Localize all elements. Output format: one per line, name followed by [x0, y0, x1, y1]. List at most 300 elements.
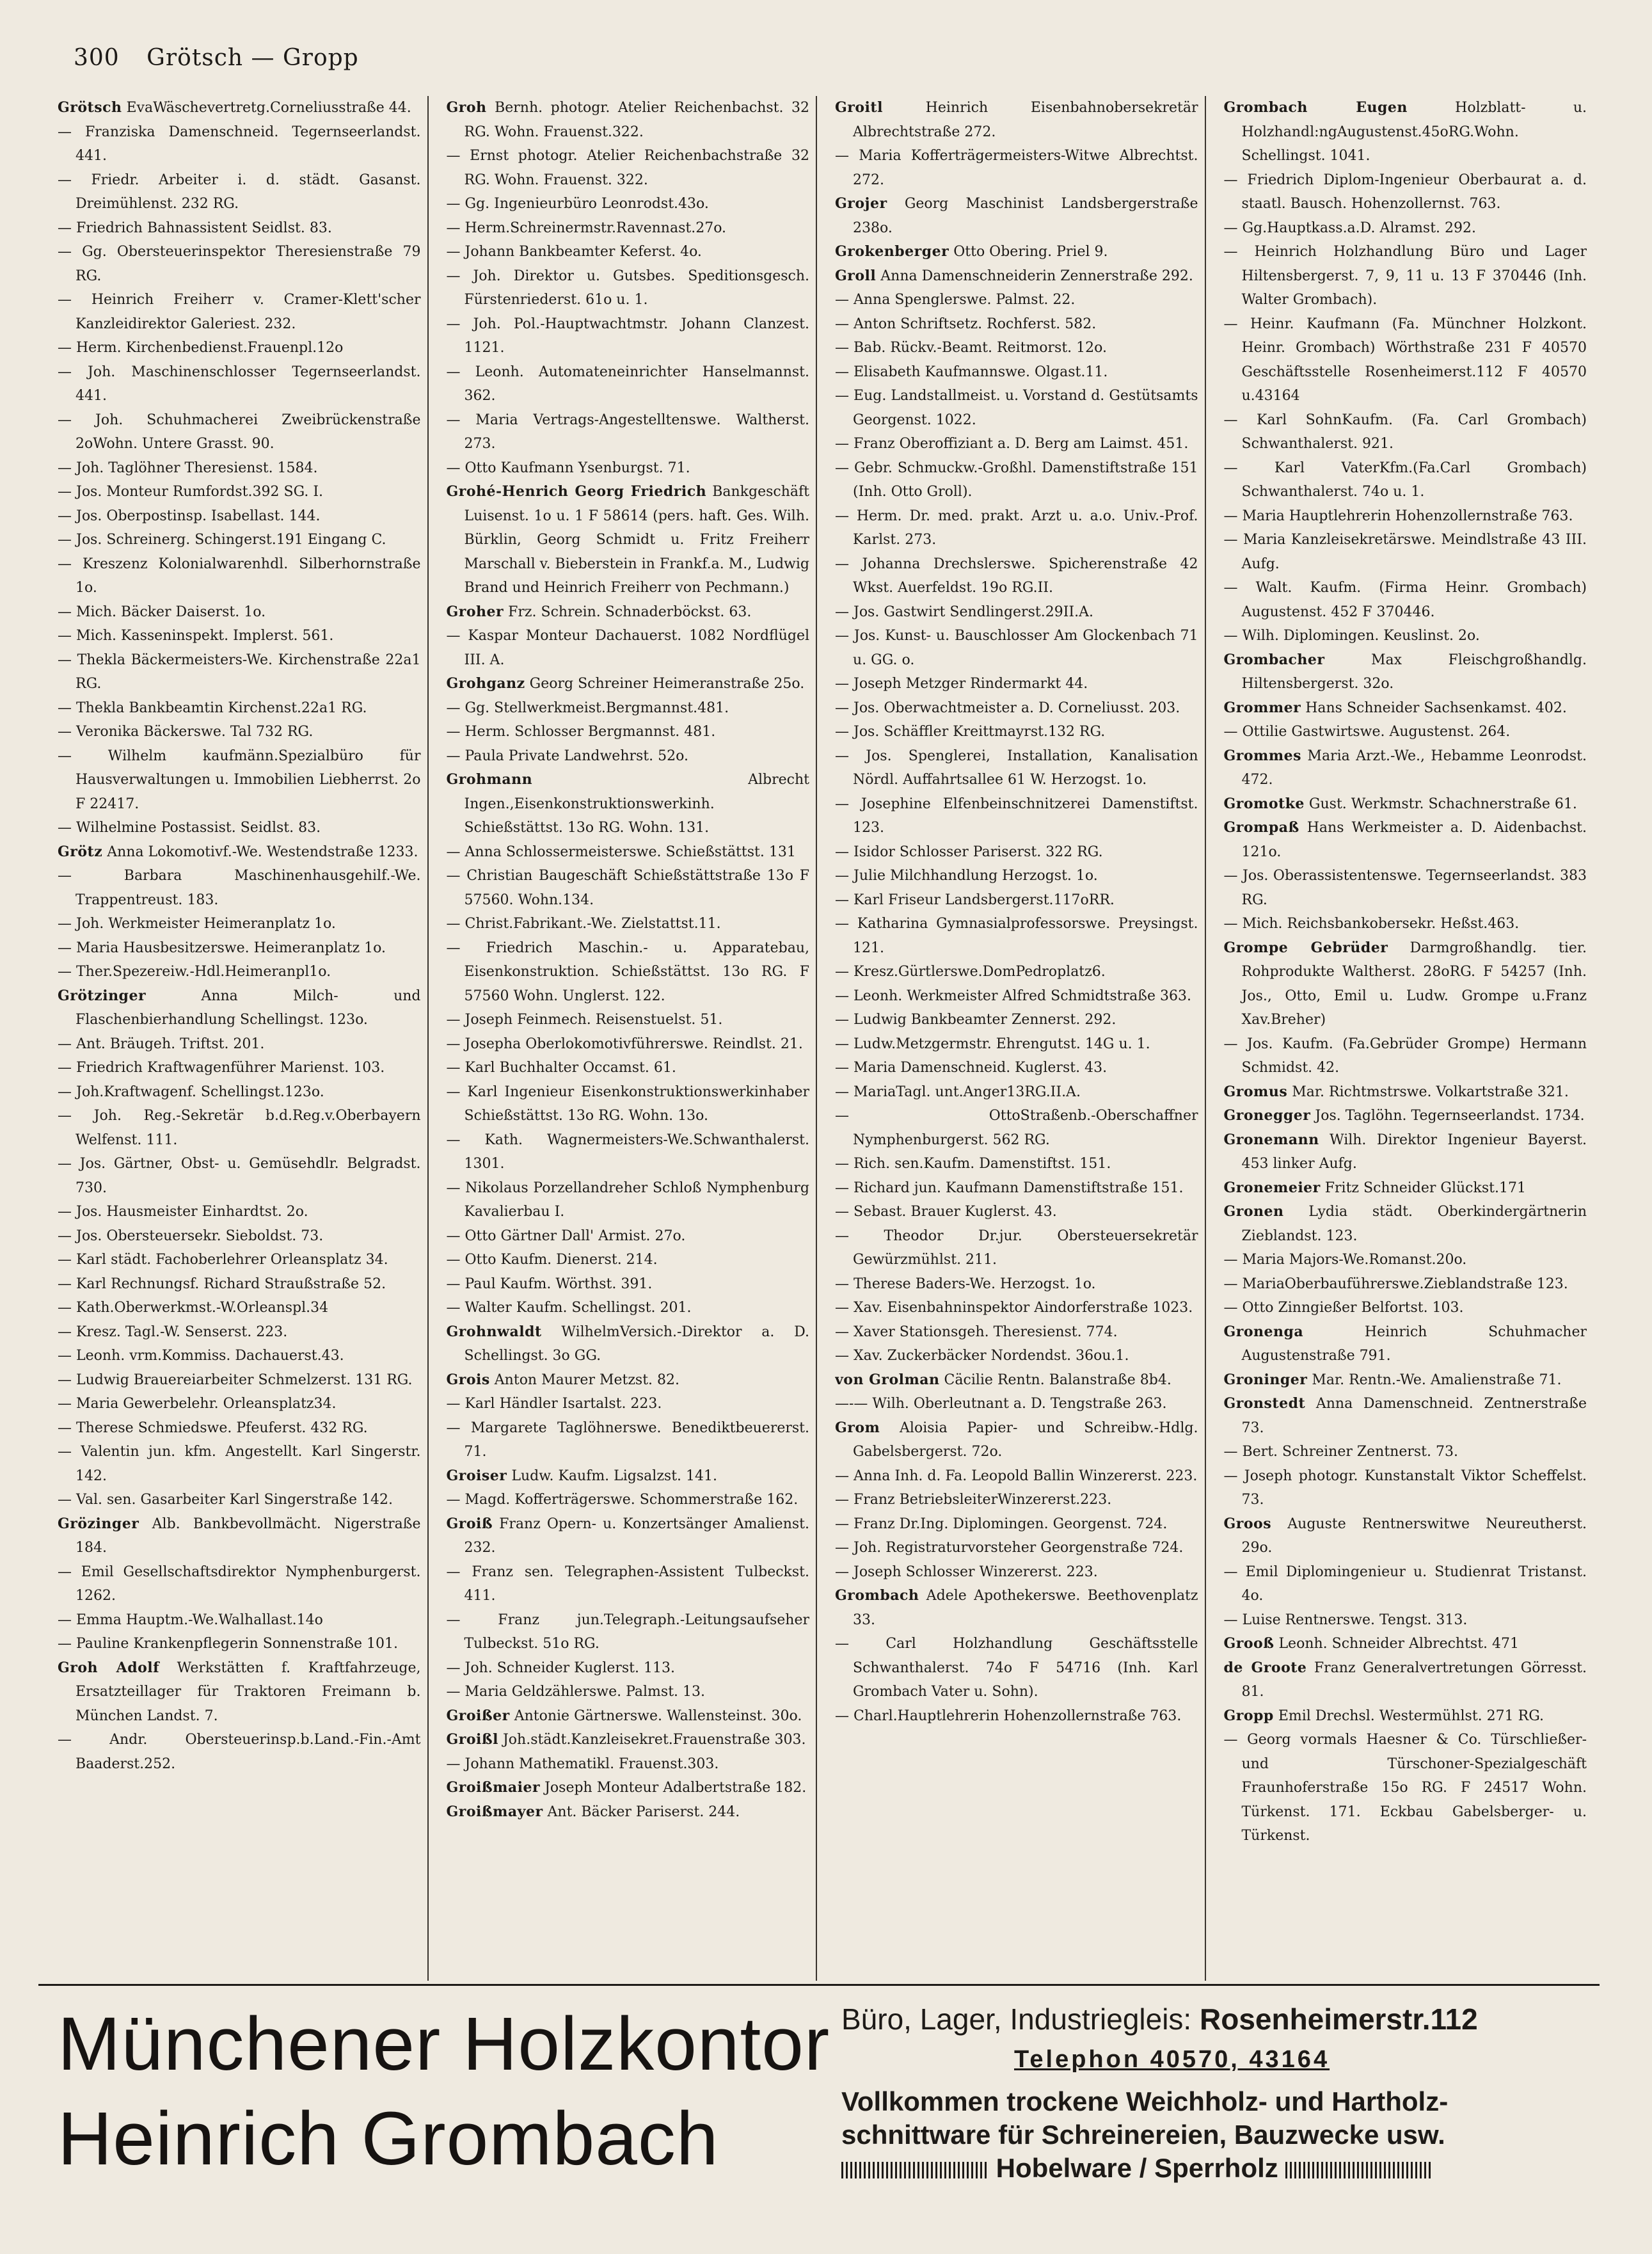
directory-entry: [447, 720, 810, 744]
directory-entry: [1224, 1272, 1587, 1297]
entry-text: — Therese Baders-We. Herzogst. 1o.: [835, 1275, 1096, 1292]
directory-entry: [447, 1512, 810, 1560]
entry-text: — Karl Händler Isartalst. 223.: [446, 1396, 662, 1412]
directory-entry: [835, 1080, 1198, 1105]
directory-entry: [835, 240, 1198, 264]
entry-text: — Kresz. Tagl.-W. Senserst. 223.: [58, 1323, 288, 1340]
entry-text: — Gg.Hauptkass.a.D. Alramst. 292.: [1223, 220, 1477, 236]
directory-entry: [835, 1560, 1198, 1585]
entry-text: — Bab. Rückv.-Beamt. Reitmorst. 12o.: [835, 340, 1108, 356]
entry-text: — Josepha Oberlokomotivführerswe. Reindlst. 21.: [446, 1035, 803, 1052]
entry-text: — Jos. Hausmeister Einhardtst. 2o.: [58, 1204, 308, 1220]
entry-text: — Jos. Spenglerei, Installation, Kanalisation Nördl. Auffahrtsallee 61 W. Herzogst. 1o.: [835, 747, 1198, 788]
directory-entry: [1224, 624, 1587, 648]
entry-text: Otto Obering. Priel 9.: [949, 244, 1108, 260]
entry-text: — Kaspar Monteur Dachauerst. 1082 Nordflügel III. A.: [446, 628, 809, 668]
directory-entry: [58, 1296, 421, 1320]
directory-entry: [835, 888, 1198, 913]
entry-text: — Jos. Schreinerg. Schingerst.191 Eingang C.: [58, 532, 386, 548]
entry-text: — Ottilie Gastwirtswe. Augustenst. 264.: [1223, 724, 1511, 740]
entry-text: — Joseph photogr. Kunstanstalt Viktor Scheffelst. 73.: [1223, 1467, 1587, 1508]
entry-text: — Magd. Kofferträgerswe. Schommerstraße 162.: [446, 1492, 798, 1508]
directory-entry: [1224, 792, 1587, 817]
entry-text: — Heinr. Kaufmann (Fa. Münchner Holzkont. Heinr. Grombach) Wörthstraße 231 F 40570 Geschäftsstelle Rosenheimerst.112 F 40570 u.43164: [1223, 316, 1587, 404]
entry-text: — Otto Kaufm. Dienerst. 214.: [446, 1252, 658, 1268]
decorative-bars-left: [841, 2162, 989, 2178]
entry-text: — Leonh. Automateneinrichter Hanselmannst. 362.: [446, 364, 809, 404]
directory-entry: [835, 192, 1198, 240]
entry-text: — Maria Vertrags-Angestelltenswe. Waltherst. 273.: [446, 412, 809, 452]
entry-surname: Grombach Eugen: [1223, 99, 1408, 116]
entry-text: Georg Maschinist Landsbergerstraße 238o.: [853, 196, 1198, 236]
directory-entry: [58, 336, 421, 360]
entry-text: — Gebr. Schmuckw.-Großhl. Damenstiftstraße 151 (Inh. Otto Groll).: [835, 460, 1198, 500]
entry-text: Maria Arzt.-We., Hebamme Leonrodst. 472.: [1241, 747, 1587, 788]
directory-entry: [58, 624, 421, 648]
directory-entry: [835, 792, 1198, 840]
directory-entry: [58, 1320, 421, 1345]
entry-text: — Anton Schriftsetz. Rochferst. 582.: [835, 316, 1097, 332]
entry-text: Emil Drechsl. Westermühlst. 271 RG.: [1273, 1707, 1544, 1724]
directory-entry: [1224, 744, 1587, 792]
entry-surname: Grötz: [58, 843, 103, 860]
directory-entry: [58, 360, 421, 408]
entry-surname: Grombacher: [1223, 651, 1325, 668]
entry-text: — Karl Ingenieur Eisenkonstruktionswerkinhaber Schießstättst. 13o RG. Wohn. 13o.: [446, 1083, 809, 1124]
entry-text: — Andr. Obersteuerinsp.b.Land.-Fin.-Amt Baaderst.252.: [58, 1732, 421, 1772]
directory-entry: [447, 1176, 810, 1224]
directory-entry: [1224, 1128, 1587, 1176]
directory-entry: [447, 1560, 810, 1608]
entry-text: Mar. Rentn.-We. Amalienstraße 71.: [1307, 1371, 1562, 1388]
entry-text: — Emma Hauptm.-We.Walhallast.14o: [58, 1611, 323, 1628]
directory-entry: [835, 1536, 1198, 1560]
ad-details: [841, 1997, 1596, 2185]
entry-text: — Walt. Kaufm. (Firma Heinr. Grombach) Augustenst. 452 F 370446.: [1223, 580, 1587, 620]
ad-description-line2: schnittware für Schreinereien, Bauzwecke usw.: [841, 2120, 1445, 2150]
directory-entry: [1224, 696, 1587, 721]
entry-text: — Thekla Bankbeamtin Kirchenst.22a1 RG.: [58, 699, 367, 716]
directory-entry: [58, 1248, 421, 1272]
entry-text: — Theodor Dr.jur. Obersteuersekretär Gewürzmühlst. 211.: [835, 1227, 1198, 1268]
directory-entry: [835, 1104, 1198, 1152]
entry-text: — Anna Schlossermeisterswe. Schießstättst. 131: [446, 843, 796, 860]
directory-entry: [58, 1200, 421, 1224]
directory-entry: [835, 288, 1198, 312]
entry-text: — Therese Schmiedswe. Pfeuferst. 432 RG.: [58, 1419, 368, 1436]
entry-surname: Grompaß: [1223, 819, 1299, 836]
entry-text: — Barbara Maschinenhausgehilf.-We. Trappentreust. 183.: [58, 868, 421, 908]
entry-text: — Mich. Kasseninspekt. Implerst. 561.: [58, 628, 334, 644]
entry-surname: Groißmayer: [446, 1803, 543, 1820]
directory-entry: [58, 1608, 421, 1633]
directory-entry: [835, 960, 1198, 984]
entry-text: Werkstätten f. Kraftfahrzeuge, Ersatzteillager für Traktoren Freimann b. München Landst. 7.: [75, 1659, 421, 1724]
directory-entry: [835, 264, 1198, 289]
entry-surname: Grohmann: [446, 771, 533, 788]
page-header: [74, 45, 359, 71]
directory-entry: [58, 1632, 421, 1656]
entry-text: — Pauline Krankenpflegerin Sonnenstraße 101.: [58, 1636, 398, 1652]
entry-text: EvaWäschevertretg.Corneliusstraße 44.: [122, 100, 411, 116]
entry-surname: Groh: [446, 99, 487, 116]
directory-entry: [447, 96, 810, 144]
entry-text: — Karl städt. Fachoberlehrer Orleansplatz 34.: [58, 1252, 388, 1268]
column-1: [58, 96, 429, 1981]
entry-text: — Valentin jun. kfm. Angestellt. Karl Singerstr. 142.: [58, 1444, 421, 1484]
entry-text: Anna Damenschneid. Zentnerstraße 73.: [1241, 1396, 1587, 1436]
directory-entry: [58, 552, 421, 600]
directory-entry: [1224, 528, 1587, 576]
entry-text: Hans Schneider Sachsenkamst. 402.: [1301, 699, 1567, 716]
entry-text: — Karl Friseur Landsbergerst.117oRR.: [835, 891, 1115, 908]
directory-entry: [447, 1416, 810, 1464]
entry-text: — Friedrich Maschin.- u. Apparatebau, Eisenkonstruktion. Schießstättst. 13o RG. F 57560 Wohn. Unglerst. 122.: [446, 939, 809, 1004]
entry-text: — Leonh. Werkmeister Alfred Schmidtstraße 363.: [835, 987, 1191, 1004]
entry-text: — Heinrich Freiherr v. Cramer-Klett'scher Kanzleidirektor Galeriest. 232.: [58, 292, 421, 332]
ad-description-line3: [841, 2152, 1596, 2185]
entry-text: — Gg. Obersteuerinspektor Theresienstraße 79 RG.: [58, 244, 421, 284]
directory-entry: [447, 1224, 810, 1249]
entry-text: — Xav. Eisenbahninspektor Aindorferstraße 1023.: [835, 1300, 1193, 1316]
directory-entry: [835, 1320, 1198, 1345]
entry-text: — Joh. Reg.-Sekretär b.d.Reg.v.Oberbayern Welfenst. 111.: [58, 1108, 421, 1148]
directory-entry: [58, 1344, 421, 1368]
entry-surname: Gronstedt: [1223, 1395, 1306, 1412]
entry-text: — Georg vormals Haesner & Co. Türschließer- und Türschoner-Spezialgeschäft Fraunhoferstraße 15o RG. F 24517 Wohn. Türkenst. 171. Eckbau Gabelsberger- u. Türkenst.: [1223, 1732, 1587, 1844]
directory-entry: [835, 504, 1198, 552]
entry-text: Auguste Rentnerswitwe Neureutherst. 29o.: [1241, 1515, 1587, 1556]
entry-text: Lydia städt. Oberkindergärtnerin Zieblandst. 123.: [1241, 1204, 1587, 1244]
entry-text: Anna Milch- und Flaschenbierhandlung Schellingst. 123o.: [75, 987, 421, 1028]
entry-surname: Grooß: [1223, 1635, 1275, 1652]
directory-entry: [447, 1728, 810, 1752]
entry-text: — Joseph Schlosser Winzererst. 223.: [835, 1563, 1098, 1580]
entry-surname: Gronegger: [1223, 1107, 1311, 1124]
directory-entry: [58, 960, 421, 984]
directory-entry: [1224, 1248, 1587, 1272]
entry-text: — Gg. Stellwerkmeist.Bergmannst.481.: [446, 699, 729, 716]
entry-surname: Grözinger: [58, 1515, 139, 1532]
directory-entry: [447, 1704, 810, 1729]
directory-entry: [835, 1632, 1198, 1704]
directory-entry: [58, 120, 421, 168]
entry-text: — Otto Zinngießer Belfortst. 103.: [1223, 1300, 1464, 1316]
entry-text: Anna Lokomotivf.-We. Westendstraße 1233.: [102, 843, 418, 860]
entry-text: — Karl Rechnungsf. Richard Straußstraße 52.: [58, 1275, 386, 1292]
entry-text: — Johanna Drechslerswe. Spicherenstraße 42 Wkst. Auerfeldst. 19o RG.II.: [835, 556, 1198, 596]
entry-surname: Groitl: [835, 99, 883, 116]
directory-entry: [1224, 936, 1587, 1032]
directory-entry: [1224, 240, 1587, 312]
entry-surname: Grötzinger: [58, 987, 147, 1004]
entry-text: — Ant. Bräugeh. Triftst. 201.: [58, 1035, 265, 1052]
directory-entry: [58, 480, 421, 504]
advertisement-divider: [38, 1984, 1600, 1986]
directory-entry: [447, 1320, 810, 1368]
directory-entry: [447, 1488, 810, 1512]
entry-surname: Groißmaier: [446, 1779, 541, 1796]
directory-entry: [58, 864, 421, 912]
directory-entry: [58, 1488, 421, 1512]
directory-entry: [835, 696, 1198, 721]
entry-text: — Joh. Pol.-Hauptwachtmstr. Johann Clanzest. 1121.: [446, 316, 809, 356]
directory-entry: [1224, 1296, 1587, 1320]
entry-text: — Eug. Landstallmeist. u. Vorstand d. Gestütsamts Georgenst. 1022.: [835, 388, 1198, 428]
directory-entry: [835, 1344, 1198, 1368]
directory-entry: [835, 840, 1198, 865]
page-range: Grötsch — Gropp: [147, 45, 359, 71]
ad-address-label: Büro, Lager, Industriegleis:: [841, 2002, 1200, 2036]
directory-entry: [835, 1008, 1198, 1032]
directory-entry: [58, 1272, 421, 1297]
entry-text: — Karl SohnKaufm. (Fa. Carl Grombach) Schwanthalerst. 921.: [1223, 412, 1587, 452]
directory-entry: [447, 1680, 810, 1704]
entry-text: — Kreszenz Kolonialwarenhdl. Silberhornstraße 1o.: [58, 556, 421, 596]
directory-entry: [1224, 96, 1587, 168]
directory-entry: [1224, 1176, 1587, 1201]
entry-text: — Walter Kaufm. Schellingst. 201.: [446, 1300, 692, 1316]
directory-entry: [447, 1656, 810, 1681]
entry-text: — Franz Oberoffiziant a. D. Berg am Laimst. 451.: [835, 436, 1189, 452]
directory-entry: [835, 1176, 1198, 1201]
entry-text: — Mich. Bäcker Daiserst. 1o.: [58, 603, 266, 620]
directory-entry: [447, 1056, 810, 1080]
directory-entry: [58, 1728, 421, 1776]
ad-address-street: Rosenheimerstr.112: [1200, 2002, 1478, 2036]
entry-surname: Groher: [446, 603, 504, 620]
entry-surname: Groißl: [446, 1731, 498, 1748]
entry-text: — Franz Dr.Ing. Diplomingen. Georgenst. 724.: [835, 1515, 1168, 1532]
directory-entry: [58, 816, 421, 840]
directory-entry: [58, 696, 421, 721]
entry-surname: Grompe Gebrüder: [1223, 939, 1388, 956]
directory-entry: [835, 1704, 1198, 1729]
entry-text: Joseph Monteur Adalbertstraße 182.: [540, 1780, 807, 1796]
entry-text: Mar. Richtmstrswe. Volkartstraße 321.: [1287, 1083, 1569, 1100]
directory-entry: [1224, 816, 1587, 864]
entry-text: Albrecht Ingen.,Eisenkonstruktionswerkinh. Schießstättst. 13o RG. Wohn. 131.: [464, 772, 809, 836]
directory-entry: [58, 1368, 421, 1393]
entry-text: — Paula Private Landwehrst. 52o.: [446, 747, 688, 764]
entry-text: — Wilh. Diplomingen. Keuslinst. 2o.: [1223, 628, 1480, 644]
entry-text: — Jos. Gärtner, Obst- u. Gemüsehdlr. Belgradst. 730.: [58, 1156, 421, 1196]
directory-entry: [447, 1272, 810, 1297]
directory-entry: [447, 1248, 810, 1272]
entry-surname: de Groote: [1223, 1659, 1307, 1676]
entry-text: Bernh. photogr. Atelier Reichenbachst. 32 RG. Wohn. Frauenst.322.: [464, 100, 809, 140]
entry-text: — Maria Gewerbelehr. Orleansplatz34.: [58, 1396, 337, 1412]
directory-entry: [1224, 168, 1587, 216]
entry-text: — Jos. Monteur Rumfordst.392 SG. I.: [58, 484, 324, 500]
entry-text: — Ther.Spezereiw.-Hdl.Heimeranpl1o.: [58, 964, 331, 980]
entry-text: Antonie Gärtnerswe. Wallensteinst. 30o.: [509, 1707, 802, 1724]
directory-entry: [835, 312, 1198, 337]
directory-entry: [447, 864, 810, 912]
entry-surname: Gromotke: [1223, 795, 1305, 812]
directory-entry: [1224, 408, 1587, 456]
directory-entry: [447, 936, 810, 1009]
directory-entry: [835, 96, 1198, 144]
directory-entry: [1224, 720, 1587, 744]
entry-text: — Charl.Hauptlehrerin Hohenzollernstraße 763.: [835, 1707, 1182, 1724]
entry-text: — Christian Baugeschäft Schießstättstraße 13o F 57560. Wohn.134.: [446, 868, 809, 908]
entry-text: — Ludwig Brauereiarbeiter Schmelzerst. 131 RG.: [58, 1371, 413, 1388]
entry-text: — Maria Hausbesitzerswe. Heimeranplatz 1o.: [58, 939, 386, 956]
entry-text: Fritz Schneider Glückst.171: [1320, 1179, 1526, 1196]
directory-entry: [835, 1152, 1198, 1176]
entry-text: — Jos. Oberpostinsp. Isabellast. 144.: [58, 508, 321, 524]
ad-company-line1: Münchener Holzkontor: [58, 2002, 830, 2086]
ad-description: [841, 2085, 1596, 2185]
directory-entry: [58, 216, 421, 241]
directory-entry: [835, 624, 1198, 672]
directory-entry: [1224, 1560, 1587, 1608]
entry-text: — Wilhelmine Postassist. Seidlst. 83.: [58, 820, 321, 836]
entry-text: — Leonh. vrm.Kommiss. Dachauerst.43.: [58, 1348, 344, 1364]
directory-entry: [58, 840, 421, 865]
directory-entry: [835, 984, 1198, 1009]
entry-surname: Grombach: [835, 1587, 919, 1604]
entry-text: — Franziska Damenschneid. Tegernseerlandst. 441.: [58, 124, 421, 164]
directory-entry: [447, 480, 810, 600]
directory-entry: [447, 672, 810, 696]
directory-entry: [1224, 1632, 1587, 1656]
entry-text: Anton Maurer Metzst. 82.: [489, 1371, 680, 1388]
directory-entry: [58, 912, 421, 936]
entry-text: — Otto Gärtner Dall' Armist. 27o.: [446, 1227, 686, 1244]
directory-entry: [835, 1272, 1198, 1297]
entry-text: — Jos. Schäffler Kreittmayrst.132 RG.: [835, 724, 1106, 740]
directory-entry: [835, 1056, 1198, 1080]
directory-entry: [447, 912, 810, 936]
entry-text: Bankgeschäft Luisenst. 1o u. 1 F 58614 (pers. haft. Ges. Wilh. Bürklin, Georg Schmidt u. Fritz Freiherr Marschall v. Bieberstein in Frankf.a. M., Ludwig Brand und Heinrich Freiherr von Pechmann.): [464, 484, 809, 596]
entry-surname: Gromus: [1223, 1083, 1288, 1100]
entry-text: Ludw. Kaufm. Ligsalzst. 141.: [507, 1467, 718, 1484]
entry-text: — Herm.Schreinermstr.Ravennast.27o.: [446, 220, 727, 236]
directory-entry: [1224, 1440, 1587, 1464]
entry-text: Ant. Bäcker Pariserst. 244.: [543, 1803, 740, 1820]
directory-entry: [835, 336, 1198, 360]
directory-entry: [835, 144, 1198, 192]
directory-entry: [58, 600, 421, 625]
directory-entry: [58, 96, 421, 120]
directory-entry: [835, 1584, 1198, 1632]
entry-text: — Joh. Schneider Kuglerst. 113.: [446, 1659, 675, 1676]
directory-entry: [447, 744, 810, 769]
directory-entry: [835, 432, 1198, 456]
entry-text: Jos. Taglöhn. Tegernseerlandst. 1734.: [1310, 1108, 1585, 1124]
entry-text: Gust. Werkmstr. Schachnerstraße 61.: [1304, 795, 1577, 812]
entry-text: — Jos. Kunst- u. Bauschlosser Am Glockenbach 71 u. GG. o.: [835, 628, 1198, 668]
entry-text: — Jos. Gastwirt Sendlingerst.29II.A.: [835, 603, 1093, 620]
entry-text: — Julie Milchhandlung Herzogst. 1o.: [835, 868, 1098, 884]
directory-entry: [835, 864, 1198, 888]
entry-text: Hans Werkmeister a. D. Aidenbachst. 121o.: [1241, 820, 1587, 860]
directory-entry: [58, 456, 421, 481]
entry-text: Wilh. Direktor Ingenieur Bayerst. 453 linker Aufg.: [1241, 1131, 1587, 1172]
entry-text: — Joh. Werkmeister Heimeranplatz 1o.: [58, 916, 336, 932]
entry-text: Aloisia Papier- und Schreibw.-Hdlg. Gabelsbergerst. 72o.: [853, 1419, 1198, 1460]
directory-entry: [447, 1752, 810, 1777]
directory-entry: [835, 1368, 1198, 1393]
entry-text: — Ludwig Bankbeamter Zennerst. 292.: [835, 1012, 1116, 1028]
entry-text: Holzblatt- u. Holzhandl:ngAugustenst.45oRG.Wohn. Schellingst. 1041.: [1241, 100, 1587, 164]
entry-text: — Maria Majors-We.Romanst.20o.: [1223, 1252, 1467, 1268]
directory-columns: [58, 96, 1593, 1981]
entry-text: — Anna Inh. d. Fa. Leopold Ballin Winzererst. 223.: [835, 1467, 1198, 1484]
column-3: [835, 96, 1206, 1981]
directory-entry: [58, 528, 421, 552]
directory-entry: [835, 1512, 1198, 1537]
entry-surname: Gronemann: [1223, 1131, 1319, 1148]
entry-text: — Emil Gesellschaftsdirektor Nymphenburgerst. 1262.: [58, 1563, 421, 1604]
entry-surname: Groninger: [1223, 1371, 1308, 1388]
entry-text: — Karl Buchhalter Occamst. 61.: [446, 1060, 676, 1076]
directory-entry: [58, 240, 421, 288]
entry-text: — Joseph Metzger Rindermarkt 44.: [835, 676, 1088, 692]
ad-company: [58, 1997, 830, 2186]
entry-text: — Joh. Maschinenschlosser Tegernseerlandst. 441.: [58, 364, 421, 404]
directory-entry: [58, 1224, 421, 1249]
entry-text: Cäcilie Rentn. Balanstraße 8b4.: [939, 1371, 1171, 1388]
directory-entry: [447, 1776, 810, 1800]
directory-entry: [58, 744, 421, 817]
directory-entry: [835, 720, 1198, 744]
directory-entry: [835, 360, 1198, 385]
entry-text: — Luise Rentnerswe. Tengst. 313.: [1223, 1611, 1468, 1628]
directory-entry: [58, 1104, 421, 1152]
directory-entry: [58, 984, 421, 1032]
entry-text: — Johann Mathematikl. Frauenst.303.: [446, 1755, 719, 1772]
entry-text: — Ludw.Metzgermstr. Ehrengutst. 14G u. 1.: [835, 1035, 1150, 1052]
directory-entry: [1224, 648, 1587, 696]
directory-entry: [58, 1152, 421, 1200]
entry-surname: Grommer: [1223, 699, 1301, 716]
entry-text: — Maria Kanzleisekretärswe. Meindlstraße 43 III. Aufg.: [1223, 532, 1587, 572]
directory-entry: [1224, 1512, 1587, 1560]
entry-text: Adele Apothekerswe. Beethovenplatz 33.: [853, 1588, 1198, 1628]
directory-entry: [447, 456, 810, 481]
directory-entry: [447, 312, 810, 360]
decorative-bars-right: [1285, 2162, 1433, 2178]
entry-text: — Otto Kaufmann Ysenburgst. 71.: [446, 460, 690, 476]
entry-text: — Heinrich Holzhandlung Büro und Lager Hiltensbergerst. 7, 9, 11 u. 13 F 370446 (Inh. Walter Grombach).: [1223, 244, 1587, 308]
directory-entry: [447, 216, 810, 241]
directory-entry: [835, 1392, 1198, 1416]
entry-text: — Kath.Oberwerkmst.-W.Orleanspl.34: [58, 1300, 329, 1316]
entry-text: Frz. Schrein. Schnaderböckst. 63.: [504, 603, 752, 620]
entry-surname: Groiser: [446, 1467, 507, 1484]
entry-text: — Joh. Registraturvorsteher Georgenstraße 724.: [835, 1540, 1184, 1556]
directory-entry: [447, 240, 810, 264]
entry-text: Alb. Bankbevollmächt. Nigerstraße 184.: [75, 1515, 421, 1556]
directory-entry: [447, 1080, 810, 1128]
entry-surname: von Grolman: [835, 1371, 940, 1388]
ad-phone: Telephon 40570, 43164: [1014, 2046, 1330, 2073]
ad-description-line1: Vollkommen trockene Weichholz- und Hartholz-: [841, 2086, 1449, 2116]
entry-text: Franz Opern- u. Konzertsänger Amalienst. 232.: [464, 1515, 809, 1556]
directory-entry: [447, 1608, 810, 1656]
directory-entry: [1224, 456, 1587, 504]
entry-text: — Herm. Schlosser Bergmannst. 481.: [446, 724, 716, 740]
entry-text: —-— Wilh. Oberleutnant a. D. Tengstraße 263.: [835, 1396, 1167, 1412]
entry-text: — Paul Kaufm. Wörthst. 391.: [446, 1275, 653, 1292]
directory-entry: [58, 936, 421, 961]
entry-text: — Val. sen. Gasarbeiter Karl Singerstraße 142.: [58, 1492, 393, 1508]
entry-text: — Xav. Zuckerbäcker Nordendst. 36ou.1.: [835, 1348, 1129, 1364]
directory-entry: [835, 1296, 1198, 1320]
